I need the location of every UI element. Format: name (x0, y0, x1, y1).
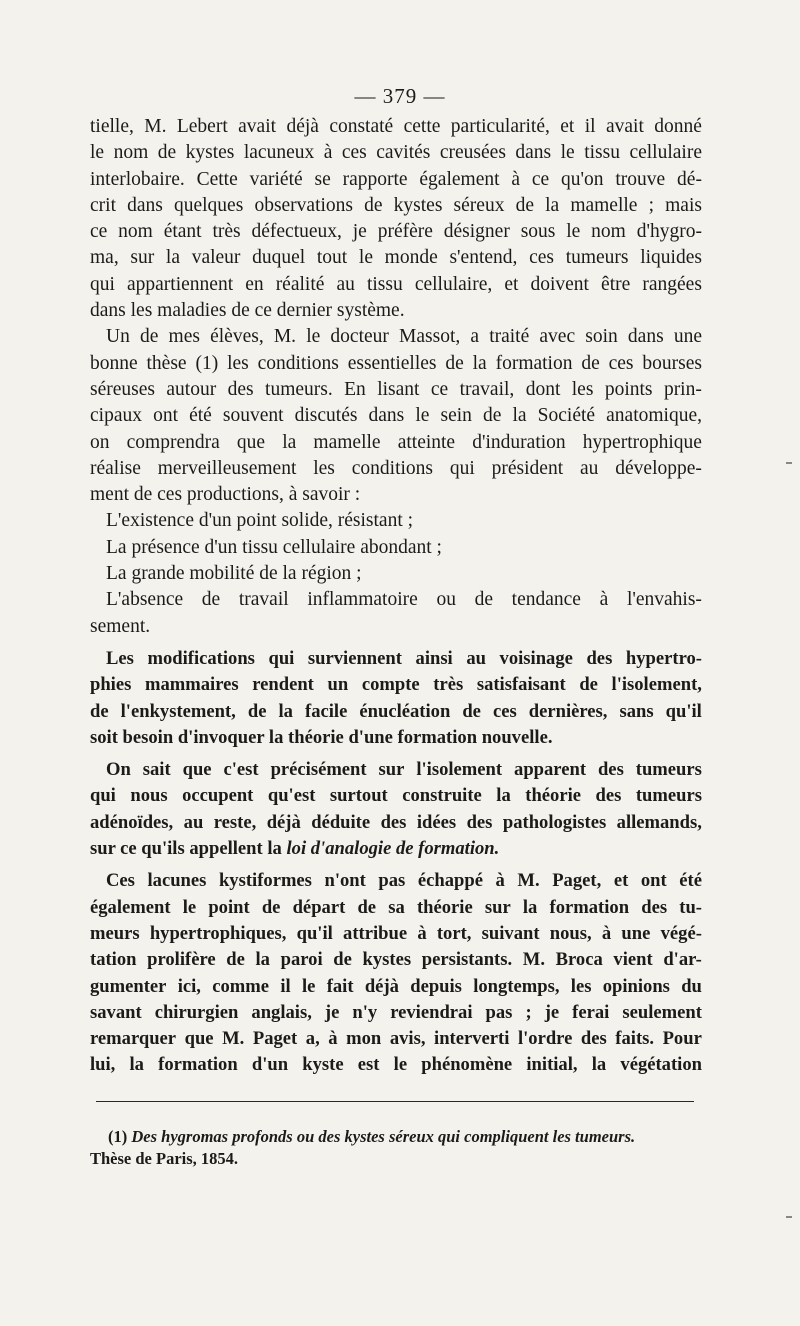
text-line: séreuses autour des tumeurs. En lisant ce travail, dont les points prin- (90, 378, 702, 400)
text-line: cipaux ont été souvent discutés dans le sein de la Société anatomique, (90, 405, 702, 427)
footnote-title: Des hygromas profonds ou des kystes séreux qui compliquent les tumeurs. (131, 1127, 636, 1146)
text-line: on comprendra que la mamelle atteinte d'induration hypertrophique (90, 431, 702, 453)
list-item-continuation: sement. (90, 615, 151, 637)
footnote-line: Thèse de Paris, 1854. (90, 1149, 239, 1168)
text-line: qui appartiennent en réalité au tissu cellulaire, et doivent être rangées (90, 273, 702, 295)
text-line: Un de mes élèves, M. le docteur Massot, a traité avec soin dans une (106, 326, 702, 348)
text-line: savant chirurgien anglais, je n'y reviendrai pas ; je ferai seulement (90, 1001, 702, 1023)
emphasis-text: loi d'analogie de formation. (286, 838, 500, 860)
footnote (90, 1126, 698, 1170)
text-line: le nom de kystes lacuneux à ces cavités creusées dans le tissu cellulaire (90, 142, 702, 164)
text-line: ce nom étant très défectueux, je préfère désigner sous le nom d'hygro- (90, 221, 702, 243)
list-item: L'absence de travail inflammatoire ou de tendance à l'envahis- (106, 589, 702, 611)
footnote-line (108, 1126, 698, 1148)
text-line: tation prolifère de la paroi de kystes persistants. M. Broca vient d'ar- (90, 949, 702, 971)
list-item: La grande mobilité de la région ; (106, 563, 362, 585)
text-span: sur ce qu'ils appellent la (90, 838, 287, 860)
text-line: crit dans quelques observations de kystes séreux de la mamelle ; mais (90, 194, 702, 216)
footnote-marker: (1) (108, 1127, 128, 1146)
page-number: — 379 — (354, 84, 446, 108)
text-line: ment de ces productions, à savoir : (90, 484, 361, 506)
body-text (90, 114, 702, 1079)
paragraph (90, 868, 702, 1078)
scan-speck (786, 462, 792, 464)
list-item: La présence d'un tissu cellulaire abondant ; (106, 536, 442, 558)
text-line: de l'enkystement, de la facile énucléation de ces dernières, sans qu'il (90, 700, 702, 722)
text-line: interlobaire. Cette variété se rapporte également à ce qu'on trouve dé- (90, 168, 702, 190)
text-line: dans les maladies de ce dernier système. (90, 300, 405, 322)
paragraph (90, 114, 702, 324)
text-line: qui nous occupent qu'est surtout construite la théorie des tumeurs (90, 785, 702, 807)
scan-speck (786, 1216, 792, 1218)
text-line: réalise merveilleusement les conditions qui président au développe- (90, 457, 702, 479)
text-line: Ces lacunes kystiformes n'ont pas échappé à M. Paget, et ont été (106, 870, 702, 892)
paragraph (90, 324, 702, 508)
text-line: lui, la formation d'un kyste est le phénomène initial, la végétation (90, 1054, 702, 1076)
text-line: On sait que c'est précisément sur l'isolement apparent des tumeurs (106, 759, 702, 781)
paragraph (90, 757, 702, 862)
text-line: Les modifications qui surviennent ainsi au voisinage des hypertro- (106, 647, 702, 669)
text-line: bonne thèse (1) les conditions essentielles de la formation de ces bourses (90, 352, 702, 374)
footnote-divider (96, 1101, 694, 1102)
text-line: meurs hypertrophiques, qu'il attribue à tort, suivant nous, à une végé- (90, 922, 702, 944)
list-item: L'existence d'un point solide, résistant ; (106, 510, 414, 532)
bold-section (90, 646, 702, 1079)
text-line: phies mammaires rendent un compte très satisfaisant de l'isolement, (90, 674, 702, 696)
text-line: également le point de départ de sa théorie sur la formation des tu- (90, 896, 702, 918)
text-line: remarquer que M. Paget a, à mon avis, interverti l'ordre des faits. Pour (90, 1028, 702, 1050)
text-line: soit besoin d'invoquer la théorie d'une formation nouvelle. (90, 726, 553, 748)
text-line: gumenter ici, comme il le fait déjà depuis longtemps, les opinions du (90, 975, 702, 997)
text-line: ma, sur la valeur duquel tout le monde s'entend, ces tumeurs liquides (90, 247, 702, 269)
text-line (90, 836, 702, 862)
text-line: tielle, M. Lebert avait déjà constaté cette particularité, et il avait donné (90, 116, 702, 137)
text-line: adénoïdes, au reste, déjà déduite des idées des pathologistes allemands, (90, 811, 702, 833)
paragraph (90, 646, 702, 751)
